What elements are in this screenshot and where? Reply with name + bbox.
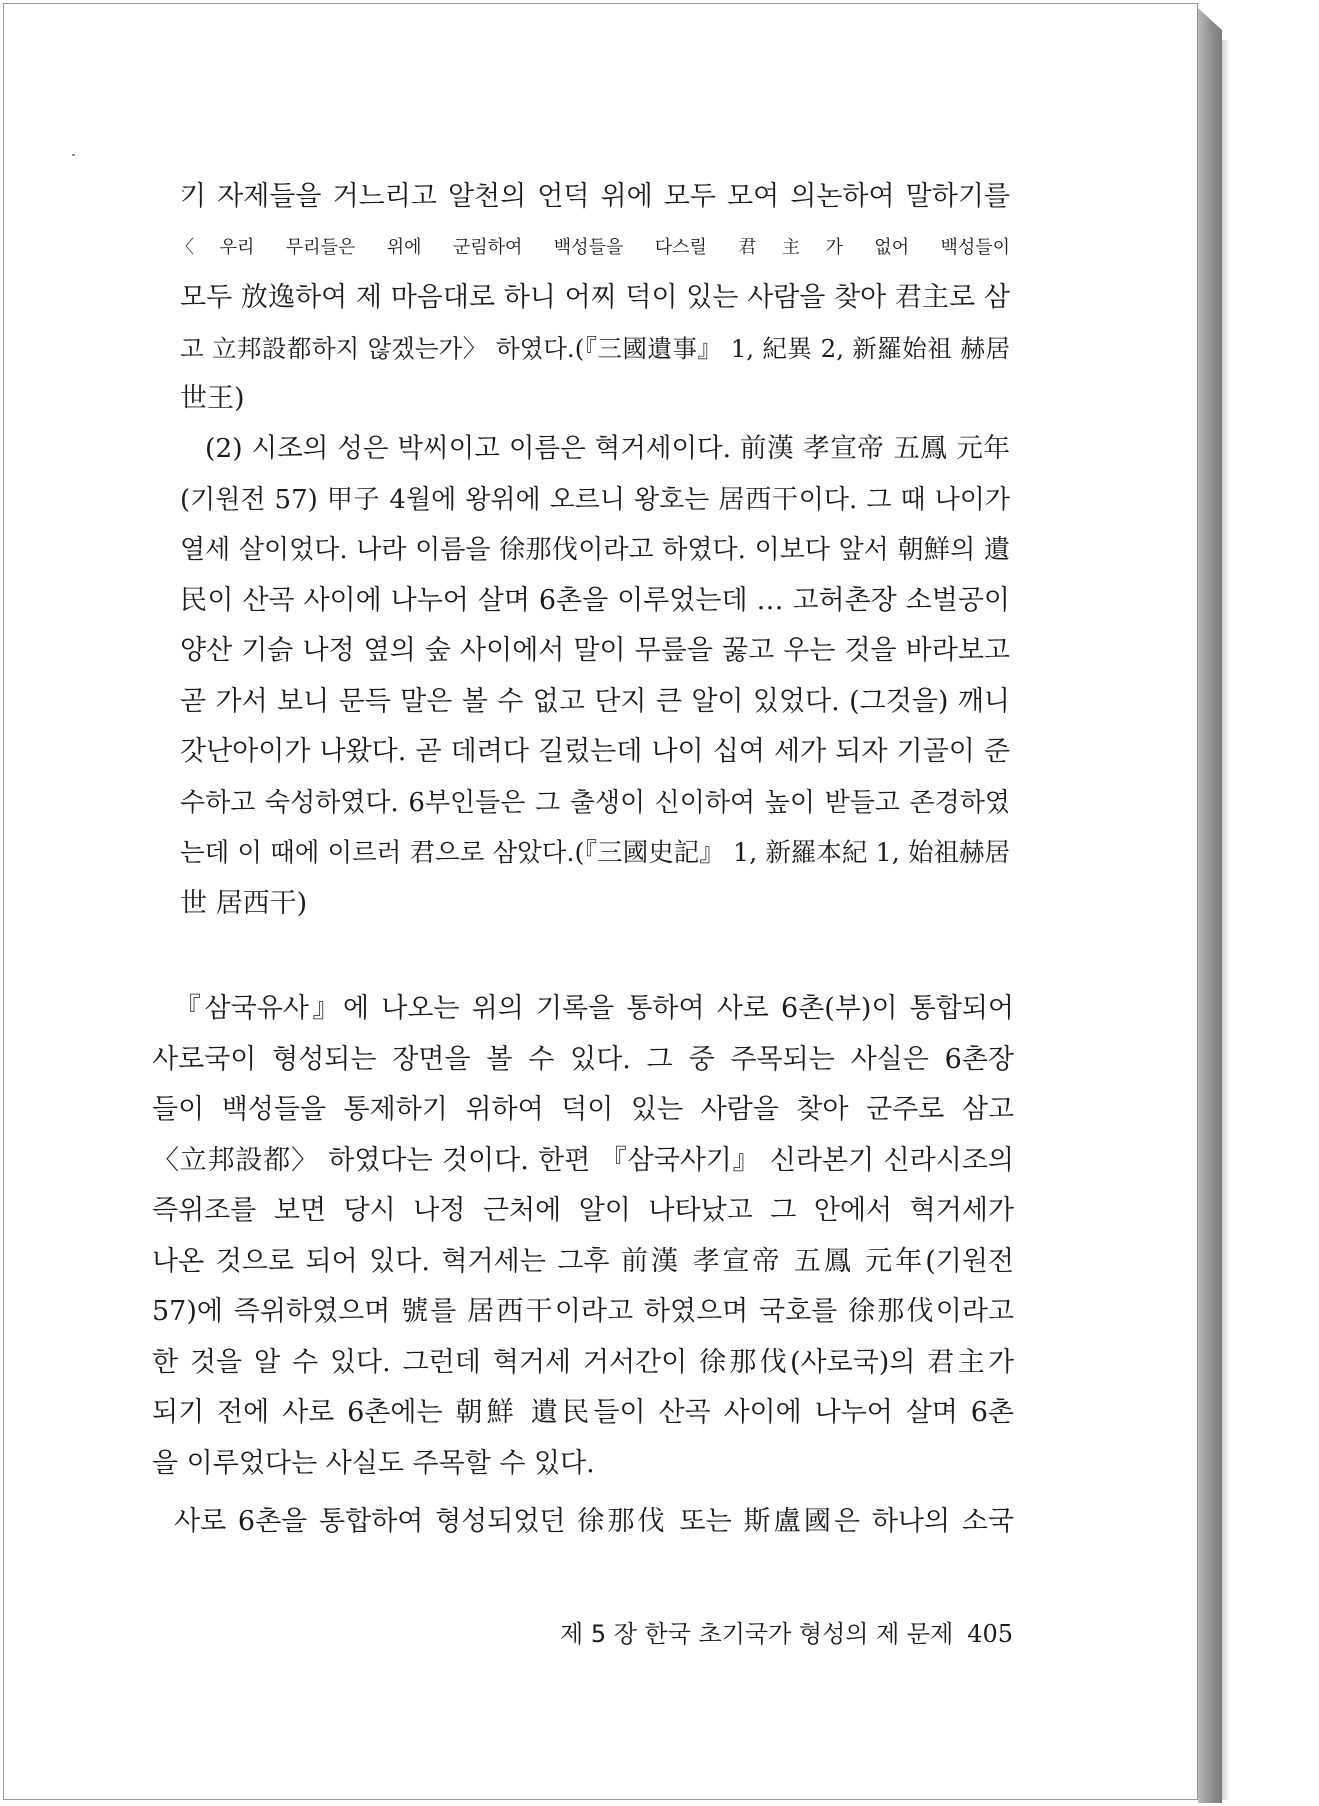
quote-line: 곧 가서 보니 문득 말은 볼 수 없고 단지 큰 알이 있었다. (그것을) 깨니 xyxy=(180,685,1010,717)
quote-line: 기 자제들을 거느리고 알천의 언덕 위에 모두 모여 의논하여 말하기를 xyxy=(180,181,1010,212)
body-line: 57)에 즉위하였으며 號를 居西干이라고 하였으며 국호를 徐那伐이라고 xyxy=(152,1296,1014,1327)
body-line: 한 것을 알 수 있다. 그런데 혁거세 거서간이 徐那伐(사로국)의 君主가 xyxy=(152,1346,1014,1378)
quote-line: (2) 시조의 성은 박씨이고 이름은 혁거세이다. 前漢 孝宣帝 五鳳 元年 xyxy=(205,433,1010,464)
quote-block-1 xyxy=(176,172,1010,425)
body-line: 즉위조를 보면 당시 나정 근처에 알이 나타났고 그 안에서 혁거세가 xyxy=(152,1195,1014,1226)
running-title: 제 5 장 한국 초기국가 형성의 제 문제 xyxy=(560,1620,954,1648)
quote-line: 수하고 숙성하였다. 6부인들은 그 출생이 신이하여 높이 받들고 존경하였 xyxy=(180,787,1010,818)
body-paragraph-2 xyxy=(152,1497,1014,1548)
page-number: 405 xyxy=(967,1620,1014,1648)
quote-line: 世王) xyxy=(180,383,245,414)
quote-line: 고 立邦設都하지 않겠는가〉 하였다.(『三國遺事』 1, 紀異 2, 新羅始祖 赫居 xyxy=(180,333,1010,363)
quote-line: (기원전 57) 甲子 4월에 왕위에 오르니 왕호는 居西干이다. 그 때 나이가 xyxy=(180,484,1010,515)
body-paragraph-1 xyxy=(152,984,1014,1489)
quote-line: 〈우리 무리들은 위에 군림하여 백성들을 다스릴 君主가 없어 백성들이 xyxy=(176,236,1010,258)
quote-line: 世 居西干) xyxy=(180,887,308,919)
quote-line: 갓난아이가 나왔다. 곧 데려다 길렀는데 나이 십여 세가 되자 기골이 준 xyxy=(180,736,1010,767)
body-line: 사로 6촌을 통합하여 형성되었던 徐那伐 또는 斯盧國은 하나의 소국 xyxy=(174,1506,1014,1537)
page-edge-shadow xyxy=(1198,8,1222,1803)
quote-line: 양산 기슭 나정 옆의 숲 사이에서 말이 무릎을 꿇고 우는 것을 바라보고 xyxy=(180,635,1010,666)
scan-speck xyxy=(72,154,75,156)
body-line: 을 이루었다는 사실도 주목할 수 있다. xyxy=(152,1447,595,1479)
body-line: 〈立邦設都〉 하였다는 것이다. 한편 『삼국사기』 신라본기 신라시조의 xyxy=(152,1144,1014,1176)
quote-line: 는데 이 때에 이르러 君으로 삼았다.(『三國史記』 1, 新羅本紀 1, 始祖赫居 xyxy=(180,838,1010,868)
quote-block-2 xyxy=(180,424,1010,929)
page-footer xyxy=(560,1614,1014,1649)
body-line: 나온 것으로 되어 있다. 혁거세는 그후 前漢 孝宣帝 五鳳 元年(기원전 xyxy=(152,1245,1014,1277)
quote-line: 民이 산곡 사이에 나누어 살며 6촌을 이루었는데 … 고허촌장 소벌공이 xyxy=(180,584,1010,616)
body-line: 들이 백성들을 통제하기 위하여 덕이 있는 사람을 찾아 군주로 삼고 xyxy=(152,1094,1014,1125)
quote-line: 모두 放逸하여 제 마음대로 하니 어찌 덕이 있는 사람을 찾아 君主로 삼 xyxy=(180,282,1010,313)
body-line: 되기 전에 사로 6촌에는 朝鮮 遺民들이 산곡 사이에 나누어 살며 6촌 xyxy=(152,1397,1014,1428)
drop-shadow xyxy=(1222,40,1230,1800)
quote-line: 열세 살이었다. 나라 이름을 徐那伐이라고 하였다. 이보다 앞서 朝鮮의 遺 xyxy=(180,535,1010,565)
body-line: 『삼국유사』에 나오는 위의 기록을 통하여 사로 6촌(부)이 통합되어 xyxy=(174,993,1014,1024)
body-line: 사로국이 형성되는 장면을 볼 수 있다. 그 중 주목되는 사실은 6촌장 xyxy=(152,1043,1014,1075)
